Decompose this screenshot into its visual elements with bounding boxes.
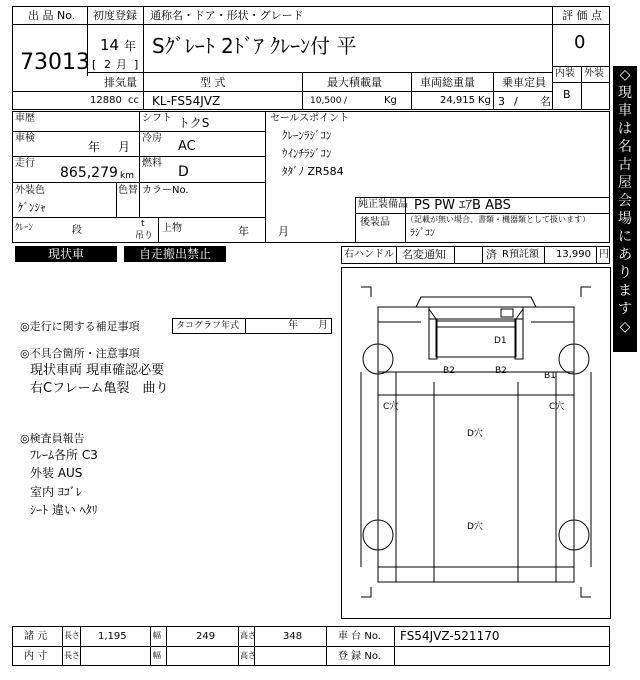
interior-grade: B (563, 88, 571, 101)
recycle-value: 13,990 (556, 249, 591, 260)
fuel-value: D (178, 164, 189, 180)
reg-year: 14 (100, 36, 120, 54)
mark-b2-left: B2 (443, 366, 455, 376)
sidebar-char: 車 (618, 103, 632, 119)
recycle-unit: 円 (599, 249, 609, 260)
inspector-line-2: 外装 AUS (30, 466, 83, 480)
name-label: 通称名・ドア・形状・グレード (150, 9, 304, 22)
gross-weight-value: 24,915 (440, 95, 475, 106)
lot-number: 73013 (20, 50, 90, 75)
sidebar-char: ◇ (619, 319, 631, 335)
upper-month: 月 (278, 225, 289, 238)
inner-width-label: 幅 (153, 651, 161, 660)
sidebar-char: す (618, 301, 632, 317)
defect-line-2: 右Cフレーム亀裂 曲り (30, 381, 169, 396)
defect-line-1: 現状車両 現車確認必要 (30, 363, 165, 378)
recycle-label: R預託額 (502, 249, 539, 260)
no-self-drive-banner: 自走搬出禁止 (124, 246, 226, 262)
specs-label: 諸 元 (24, 631, 48, 642)
mileage-label: 走行 (15, 158, 35, 169)
reg-year-unit: 年 (124, 39, 137, 53)
lot-no-label: 出 品 No. (28, 9, 76, 22)
crane-label: ｸﾚｰﾝ (15, 223, 34, 233)
ac-value: AC (178, 139, 196, 154)
chassis-label: 車 台 No. (338, 631, 381, 642)
inspector-line-3: 室内 ﾖｺﾞﾚ (30, 485, 82, 499)
sales-point-3: ﾀﾀﾞﾉ ZR584 (282, 165, 344, 178)
mark-d-upper: D穴 (467, 429, 483, 439)
sidebar-char: は (618, 121, 632, 137)
mileage-unit: km (120, 171, 134, 181)
max-load-label: 最大積載量 (327, 76, 382, 89)
sidebar-char: ◇ (619, 67, 631, 83)
reg-month: 2 (104, 58, 111, 71)
sidebar-char: 会 (618, 193, 632, 209)
max-load-unit: Kg (384, 95, 397, 106)
shift-value: トクS (178, 116, 210, 130)
color-change-label: 色替 (118, 185, 138, 196)
height-label: 高さ (240, 631, 256, 640)
vehicle-diagram (341, 267, 611, 619)
registration-label: 登 録 No. (338, 651, 381, 662)
exterior-label: 外装 (584, 68, 604, 79)
recycle-prefix: 済 (486, 248, 497, 261)
inspector-line-4: ｼｰﾄ 違い ﾍﾀﾘ (30, 503, 98, 517)
height-value: 348 (283, 631, 303, 642)
gross-weight-label: 車両総重量 (420, 76, 475, 89)
displacement-value: 12880 (90, 95, 122, 106)
equipment-label: 純正装備品 (358, 199, 408, 210)
upper-year: 年 (238, 225, 249, 238)
max-load-value: 10,500 (310, 96, 342, 106)
inspection-label: 車検 (15, 133, 35, 144)
grade-value: 0 (574, 32, 586, 53)
color-label: 外装色 (15, 185, 45, 196)
color-code-label: カラーNo. (142, 185, 189, 196)
mark-b2-right: B2 (495, 366, 507, 376)
upper-label: 上物 (162, 223, 182, 234)
sidebar-char: 古 (618, 157, 632, 173)
inspector-label: ◎検査員報告 (20, 432, 85, 445)
tacho-year: 年 (288, 320, 298, 331)
equipment-value: PS PW ｴｱB ABS (414, 198, 511, 213)
shift-label: シフト (142, 113, 172, 124)
sidebar-char: に (618, 229, 632, 245)
sidebar-char: ま (618, 283, 632, 299)
vehicle-name: Sｸﾞﾚｰﾄ 2ﾄﾞｱ ｸﾚｰﾝ付 平 (152, 34, 357, 58)
crane-lift: 吊り (135, 231, 154, 241)
drive-remarks-label: ◎走行に関する補足事項 (20, 320, 140, 333)
capacity-value: 3 (498, 95, 505, 108)
sidebar-char: 屋 (618, 175, 632, 191)
length-label: 長さ (64, 631, 80, 640)
ac-label: 冷房 (142, 133, 162, 144)
sidebar-char: あ (618, 247, 632, 263)
location-sidebar (613, 66, 637, 352)
mark-c-right: C穴 (549, 402, 565, 412)
inner-height-label: 高さ (240, 651, 256, 660)
width-value: 249 (196, 631, 216, 642)
truck-outline-svg (341, 267, 611, 619)
aftermarket-value: ﾗｼﾞｺﾝ (410, 228, 435, 239)
mark-c-left: C穴 (383, 402, 399, 412)
crane-t: t (141, 219, 145, 229)
inspection-year: 年 (88, 140, 101, 154)
sidebar-char: 現 (618, 85, 632, 101)
inspector-line-1: ﾌﾚｰﾑ各所 C3 (30, 448, 98, 462)
mark-d1: D1 (494, 336, 507, 346)
sales-point-1: ｸﾚｰﾝﾗｼﾞｺﾝ (282, 129, 332, 142)
length-value: 1,195 (98, 631, 127, 642)
sales-point-2: ｳｲﾝﾁﾗｼﾞｺﾝ (282, 147, 332, 160)
color-value: ｹﾞﾝｼｬ (18, 201, 46, 214)
displacement-unit: cc (128, 95, 139, 106)
mark-d-lower: D穴 (467, 522, 483, 532)
reg-month-unit: 月 (116, 58, 127, 71)
sidebar-char: り (618, 265, 632, 281)
capacity-unit: 名 (540, 95, 551, 108)
mileage-value: 865,279 (60, 165, 118, 181)
width-label: 幅 (153, 631, 161, 640)
model-value: KL-FS54JVZ (152, 94, 221, 108)
history-label: 車歴 (15, 113, 35, 124)
sidebar-char: 名 (618, 139, 632, 155)
gross-weight-unit: Kg (478, 95, 491, 106)
tacho-month: 月 (318, 320, 328, 331)
interior-label: 内装 (555, 68, 575, 79)
mark-b1: B1 (544, 371, 556, 381)
crane-stage: 段 (72, 225, 82, 236)
sales-point-label: セールスポイント (270, 113, 350, 124)
inspection-month: 月 (118, 140, 131, 154)
aftermarket-label: 後装品 (360, 217, 390, 228)
displacement-label: 排気量 (104, 76, 137, 89)
current-vehicle-banner: 現状車 (15, 246, 117, 262)
inner-length-label: 長さ (64, 651, 80, 660)
steering-label: 右ハンドル (344, 249, 394, 260)
inner-size-label: 内 寸 (24, 651, 48, 662)
model-label: 型 式 (200, 76, 226, 89)
tacho-label: タコグラフ年式 (176, 321, 240, 331)
fuel-label: 燃料 (142, 158, 162, 169)
aftermarket-note: （記載が無い場合、書類・機器類として扱います） (406, 215, 590, 224)
capacity-label: 乗車定員 (502, 76, 546, 89)
first-reg-label: 初度登録 (93, 9, 137, 22)
chassis-value: FS54JVZ-521170 (400, 629, 500, 643)
grade-label: 評 価 点 (562, 9, 602, 22)
sidebar-char: 場 (618, 211, 632, 227)
defects-label: ◎不具合箇所・注意事項 (20, 347, 140, 360)
name-change-label: 名変通知 (402, 248, 446, 261)
